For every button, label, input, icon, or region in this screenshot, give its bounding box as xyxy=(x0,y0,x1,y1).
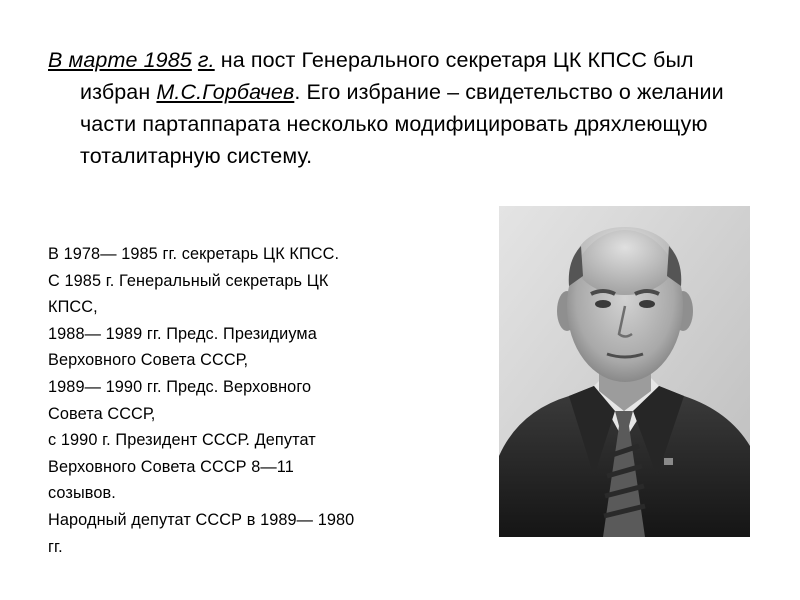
bio-line: В 1978— 1985 гг. секретарь ЦК КПСС. xyxy=(48,245,340,263)
bio-line: 1989— 1990 гг. Предс. Верховного xyxy=(48,377,312,396)
bio-line: Верховного Совета СССР 8—11 xyxy=(48,457,294,476)
intro-text-part2: . Его избрание – свидетельство о желании части партаппарата несколько модифицировать дряхлеющую тоталитарную систему. xyxy=(80,80,724,168)
portrait-photo xyxy=(499,206,750,537)
bio-line: КПСС, xyxy=(48,298,98,317)
year-abbr-link[interactable]: г. xyxy=(197,48,215,72)
portrait-icon xyxy=(499,206,750,537)
bio-line: Народный депутат СССР в 1989— 1980 xyxy=(48,510,355,529)
portrait-eye-left xyxy=(595,300,611,308)
biography-list xyxy=(48,241,488,560)
intro-paragraph xyxy=(48,44,728,172)
portrait-badge xyxy=(664,458,673,465)
bio-line: гг. xyxy=(48,537,63,556)
date-link[interactable]: В марте 1985 xyxy=(48,48,192,72)
intro-text-part1: на пост Генерального секретаря ЦК КПСС был избран xyxy=(80,48,694,104)
bio-line: с 1990 г. Президент СССР. Депутат xyxy=(48,431,316,450)
bio-line: созывов. xyxy=(48,484,116,503)
bio-line: Верховного Совета СССР, xyxy=(48,351,249,370)
bio-line: С 1985 г. Генеральный секретарь ЦК xyxy=(48,271,329,290)
bio-line: 1988— 1989 гг. Предс. Президиума xyxy=(48,324,317,343)
portrait-eye-right xyxy=(639,300,655,308)
portrait-scalp xyxy=(575,227,675,295)
name-link[interactable]: М.С.Горбачев xyxy=(156,80,295,104)
bio-line: Совета СССР, xyxy=(48,404,156,423)
intro-text xyxy=(48,44,728,172)
